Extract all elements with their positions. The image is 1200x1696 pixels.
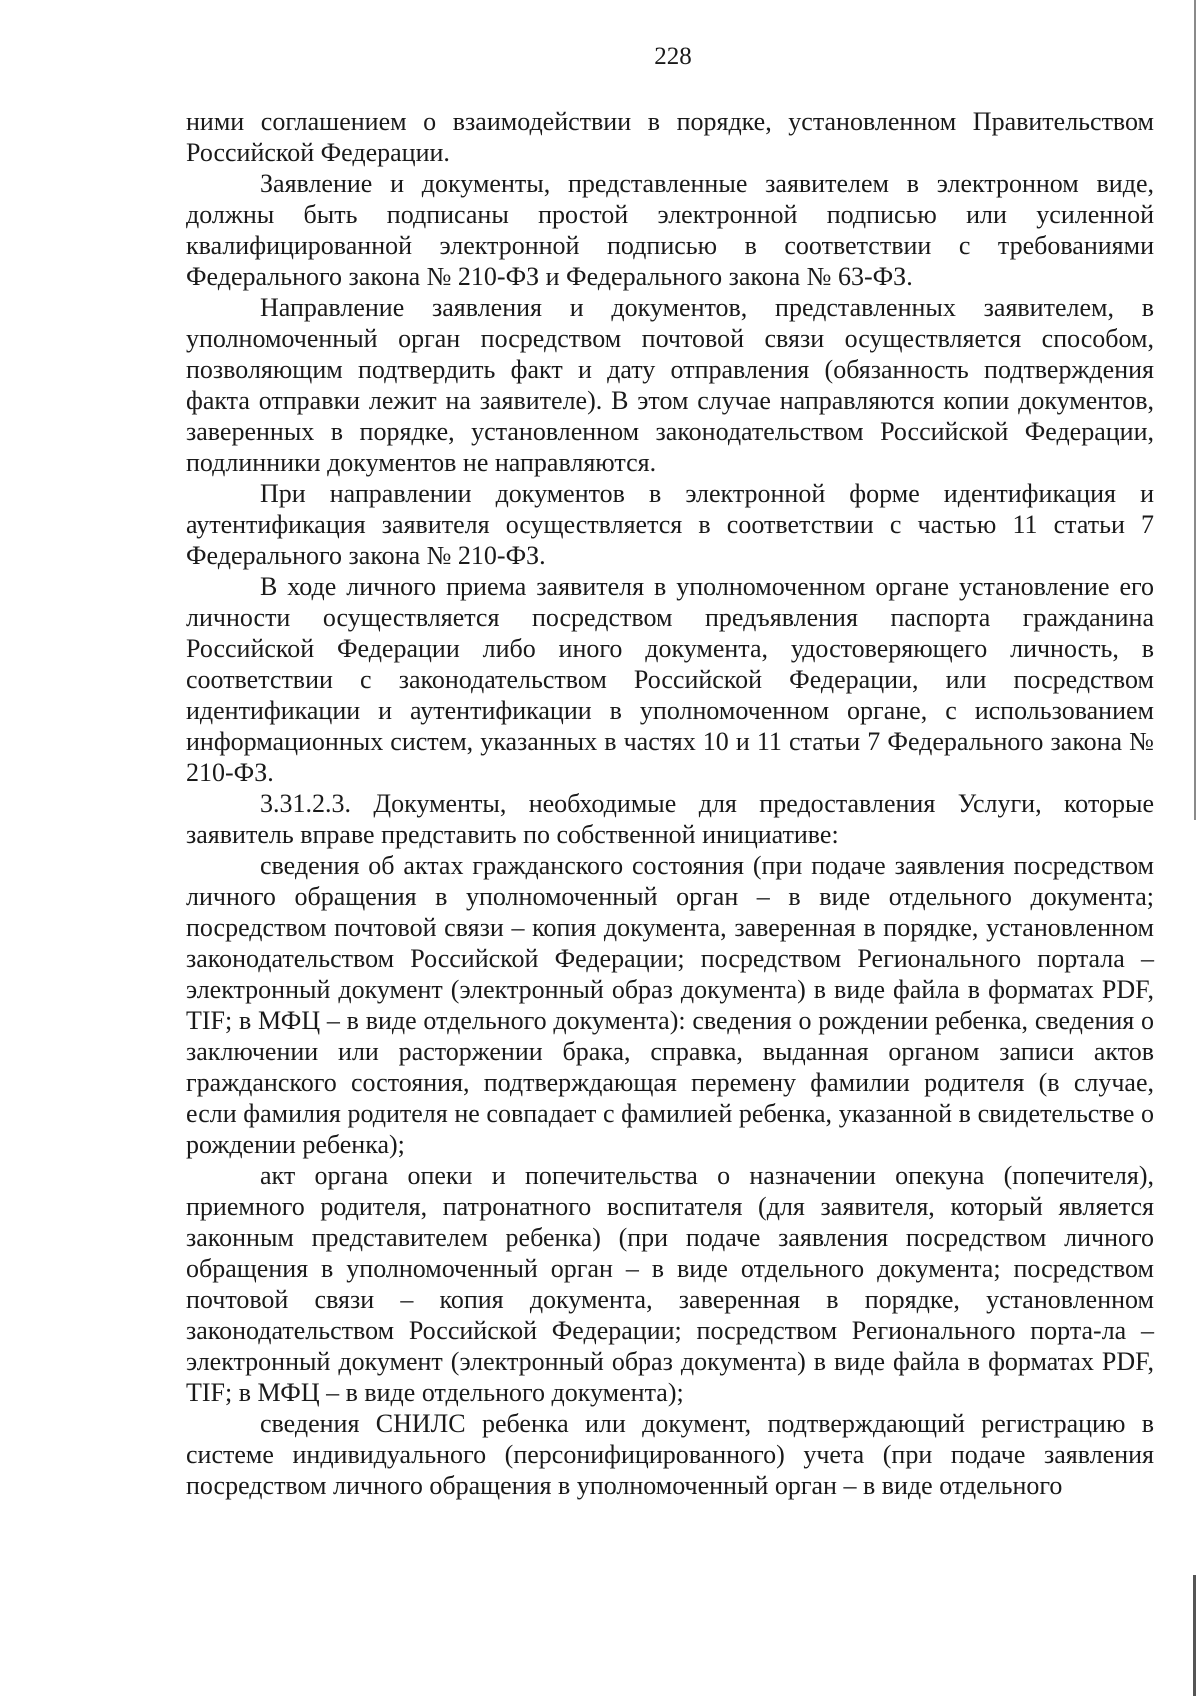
list-item-civil-status-records: сведения об актах гражданского состояния (при подаче заявления посредством личного обращения в уполномоченный орган – в виде отдельного документа; посредством почтовой связи – копия документа, заверенная в порядке, установленном законодательством Российской Федерации; посредством Регионального портала – электронный документ (электронный образ документа) в виде файла в форматах PDF, TIF; в МФЦ – в виде отдельного документа): сведения о рождении ребенка, сведения о заключении или расторжении брака, справка, выданная органом записи актов гражданского состояния, подтверждающая перемену фамилии родителя (в случае, если фамилия родителя не совпадает с фамилией ребенка, указанной в свидетельстве о рождении ребенка); xyxy=(186,851,1154,1159)
paragraph-electronic-identification: При направлении документов в электронной форме идентификация и аутентификация заявителя осуществляется в соответствии с частью 11 статьи 7 Федерального закона № 210-ФЗ. xyxy=(186,479,1154,570)
list-item-guardianship-act: акт органа опеки и попечительства о назначении опекуна (попечителя), приемного родителя, патронатного воспитателя (для заявителя, который является законным представителем ребенка) (при подаче заявления посредством личного обращения в уполномоченный орган – в виде отдельного документа; посредством почтовой связи – копия документа, заверенная в порядке, установленном законодательством Российской Федерации; посредством Регионального порта-ла – электронный документ (электронный образ документа) в виде файла в форматах PDF, TIF; в МФЦ – в виде отдельного документа); xyxy=(186,1161,1154,1407)
paragraph-personal-reception: В ходе личного приема заявителя в уполномоченном органе установление его личности осуществляется посредством предъявления паспорта гражданина Российской Федерации либо иного документа, удостоверяющего личность, в соответствии с законодательством Российской Федерации, или посредством идентификации и аутентификации в уполномоченном органе, с использованием информационных систем, указанных в частях 10 и 11 статьи 7 Федерального закона № 210-ФЗ. xyxy=(186,572,1154,787)
paragraph-postal-submission: Направление заявления и документов, представленных заявителем, в уполномоченный орган посредством почтовой связи осуществляется способом, позволяющим подтвердить факт и дату отправления (обязанность подтверждения факта отправки лежит на заявителе). В этом случае направляются копии документов, заверенных в порядке, установленном законодательством Российской Федерации, подлинники документов не направляются. xyxy=(186,293,1154,477)
scan-edge-mark-bottom xyxy=(1193,1575,1196,1696)
paragraph-section-3-31-2-3: 3.31.2.3. Документы, необходимые для предоставления Услуги, которые заявитель вправе представить по собственной инициативе: xyxy=(186,789,1154,849)
paragraph-continuation: ними соглашением о взаимодействии в порядке, установленном Правительством Российской Федерации. xyxy=(186,107,1154,167)
scan-edge-mark-top xyxy=(1194,0,1196,820)
page-number: 228 xyxy=(654,43,692,70)
list-item-snils: сведения СНИЛС ребенка или документ, подтверждающий регистрацию в системе индивидуального (персонифицированного) учета (при подаче заявления посредством личного обращения в уполномоченный орган – в виде отдельного xyxy=(186,1409,1154,1500)
paragraph-electronic-signature: Заявление и документы, представленные заявителем в электронном виде, должны быть подписаны простой электронной подписью или усиленной квалифицированной электронной подписью в соответствии с требованиями Федерального закона № 210-ФЗ и Федерального закона № 63-ФЗ. xyxy=(186,169,1154,291)
document-body xyxy=(186,106,1154,1501)
